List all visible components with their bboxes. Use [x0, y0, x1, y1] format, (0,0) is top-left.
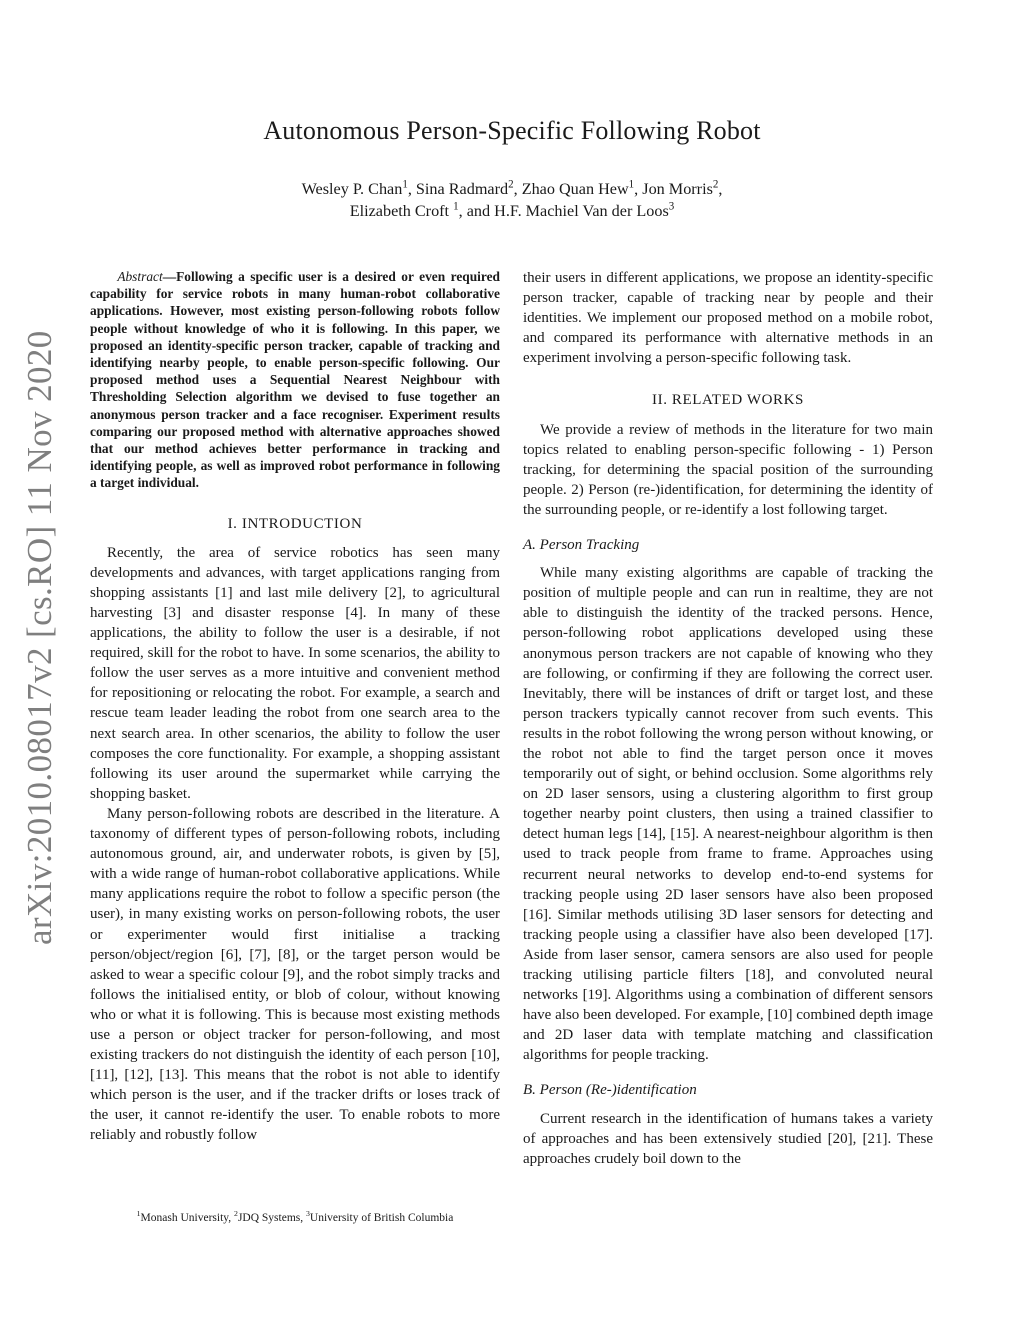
- footnote-affiliation: University of British Columbia: [309, 1212, 454, 1224]
- author-separator: ,: [513, 180, 522, 198]
- author-name: Wesley P. Chan: [301, 180, 403, 198]
- paragraph: While many existing algorithms are capable of tracking the position of multiple people and can run in realtime, they are not able to distinguish the identity of the tracked persons. Hence, person-following robot applications developed using these anonymous person trackers are not capable of knowing who they are following, or confirming if they are following the correct user. Inevitably, there will be instances of drift or target lost, and these person trackers typically cannot recover from such events. This results in the robot following the wrong person without knowing, or the robot not able to find the target person once it moves temporarily out of sight, or behind occlusion. Some algorithms rely on 2D laser sensors, using a clustering algorithm to first group together nearby point clusters, then using a trained classifier to detect human legs [14], [15]. A nearest-neighbour algorithm is then used to track people from frame to frame. Approaches using recurrent neural networks to develop end-to-end systems for tracking people using 2D laser sensors have also been proposed [16]. Similar methods utilising 3D laser sensors for detecting and tracking people using a classifier have also been developed [17]. Aside from laser sensor, camera sensors are also used for people tracking utilising particle filters [18], and convoluted neural networks [19]. Algorithms using a combination of different sensors have also been developed. For example, [10] combined depth image and 2D laser data with template matching and classification algorithms for people tracking.: [523, 565, 933, 1064]
- paragraph: Current research in the identification of humans takes a variety of approaches and has been extensively studied [20], [21]. These approaches crudely boil down to the: [523, 1110, 933, 1167]
- author-affiliation-mark: 2: [712, 178, 719, 191]
- author-line-2: [0, 200, 1024, 222]
- abstract-text: Following a specific user is a desired or even required capability for service robots in many human-robot collaborative applications. However, most existing person-following robots follow people without knowledge of who it is following. In this paper, we proposed an identity-specific person tracker, capable of tracking and identifying nearby people, to enable person-specific following. Our proposed method uses a Sequential Nearest Neighbour with Thresholding Selection algorithm we devised to fuse together an anonymous person tracker and a face recogniser. Experiment results comparing our proposed method with alternative approaches showed that our method achieves better performance in tracking and identifying people, as well as improved robot performance in following a target individual.: [90, 269, 500, 491]
- author-affiliation-mark: 2: [508, 178, 514, 191]
- author-separator: , and: [458, 202, 495, 220]
- author-affiliation-mark: 3: [668, 200, 675, 213]
- author-name: Jon Morris: [642, 180, 713, 198]
- author-name: Elizabeth Croft: [349, 202, 454, 220]
- author-name: Zhao Quan Hew: [521, 180, 629, 198]
- paper-title: Autonomous Person-Specific Following Robot: [263, 116, 761, 145]
- paragraph: We provide a review of methods in the literature for two main topics related to enabling person-specific following - 1) Person tracking, for determining the spacial position of the surrounding people. 2) Person (re-)identification, for determining the identity of the surrounding people, or re-identify a lost following target.: [523, 421, 933, 518]
- left-column: [90, 268, 500, 1146]
- paragraph: Recently, the area of service robotics has seen many developments and advances, with target applications ranging from shopping assistants [1] and last mile delivery [2], to agricultural harvesting [3] and disaster response [4]. In many of these applications, the ability to follow the user is a desirable, if not required, skill for the robot to have. In some scenarios, the ability to follow the user serves as a more intuitive and convenient method for repositioning or relocating the robot. For example, a search and rescue team leader leading the robot from one search area to the next search area. In other scenarios, the ability to follow the user composes the core functionality. For example, a shopping assistant following its user around the supermarket while carrying the shopping basket.: [90, 544, 500, 802]
- footnote-mark: 2: [234, 1209, 238, 1219]
- author-line-1: [0, 178, 1024, 200]
- author-name: Sina Radmard: [415, 180, 509, 198]
- author-name: H.F. Machiel Van der Loos: [494, 202, 669, 220]
- author-affiliation-mark: 1: [453, 200, 459, 213]
- section-heading-introduction: I. INTRODUCTION: [227, 515, 363, 532]
- paragraph: Many person-following robots are described in the literature. A taxonomy of different types of person-following robots, including autonomous ground, air, and underwater robots, is given by [5], with a wide range of human-robot collaborative applications. While many applications require the robot to follow a specific person (the user), in many existing works on person-following robots, the user or experimenter would first initialise a tracking person/object/region [6], [7], [8], or the target person would be asked to wear a specific colour [9], and the robot simply tracks and follows the initialised entity, or blob of colour, without knowing who or what it is following. This is because most existing methods use a person or object tracker for person-following, and most existing trackers do not distinguish the identity of each person [10], [11], [12], [13]. This means that the robot is not able to identify which person is the user, and if the tracker drifts or loses track of the user, it cannot re-identify the user. To enable robots to more reliably and robustly follow: [90, 805, 500, 1144]
- affiliation-footnote: [90, 1209, 500, 1224]
- author-list: [0, 178, 1024, 222]
- footnote-affiliation: JDQ Systems,: [237, 1212, 306, 1224]
- abstract: [90, 268, 500, 492]
- subsection-heading-person-tracking: A. Person Tracking: [523, 537, 640, 554]
- section-heading-related-works: II. RELATED WORKS: [652, 392, 804, 409]
- author-separator: ,: [407, 180, 416, 198]
- footnote-mark: 1: [136, 1209, 141, 1219]
- footnote-mark: 3: [306, 1209, 310, 1219]
- arxiv-identifier-stamp: arXiv:2010.08017v2 [cs.RO] 11 Nov 2020: [20, 330, 59, 945]
- author-separator: ,: [634, 180, 643, 198]
- author-affiliation-mark: 1: [402, 178, 408, 191]
- subsection-heading-person-reidentification: B. Person (Re-)identification: [523, 1082, 697, 1099]
- right-column: [523, 268, 933, 1169]
- abstract-dash: —: [162, 269, 177, 284]
- abstract-label: Abstract: [117, 269, 163, 284]
- footnote-affiliation: Monash University,: [140, 1212, 235, 1224]
- author-separator: ,: [718, 180, 723, 198]
- paragraph-continued: their users in different applications, we propose an identity-specific person tracker, capable of tracking near by people and their identities. We implement our proposed method on a mobile robot, and compared its performance with alternative methods in an experiment involving a person-specific following task.: [523, 270, 933, 367]
- author-affiliation-mark: 1: [628, 178, 635, 191]
